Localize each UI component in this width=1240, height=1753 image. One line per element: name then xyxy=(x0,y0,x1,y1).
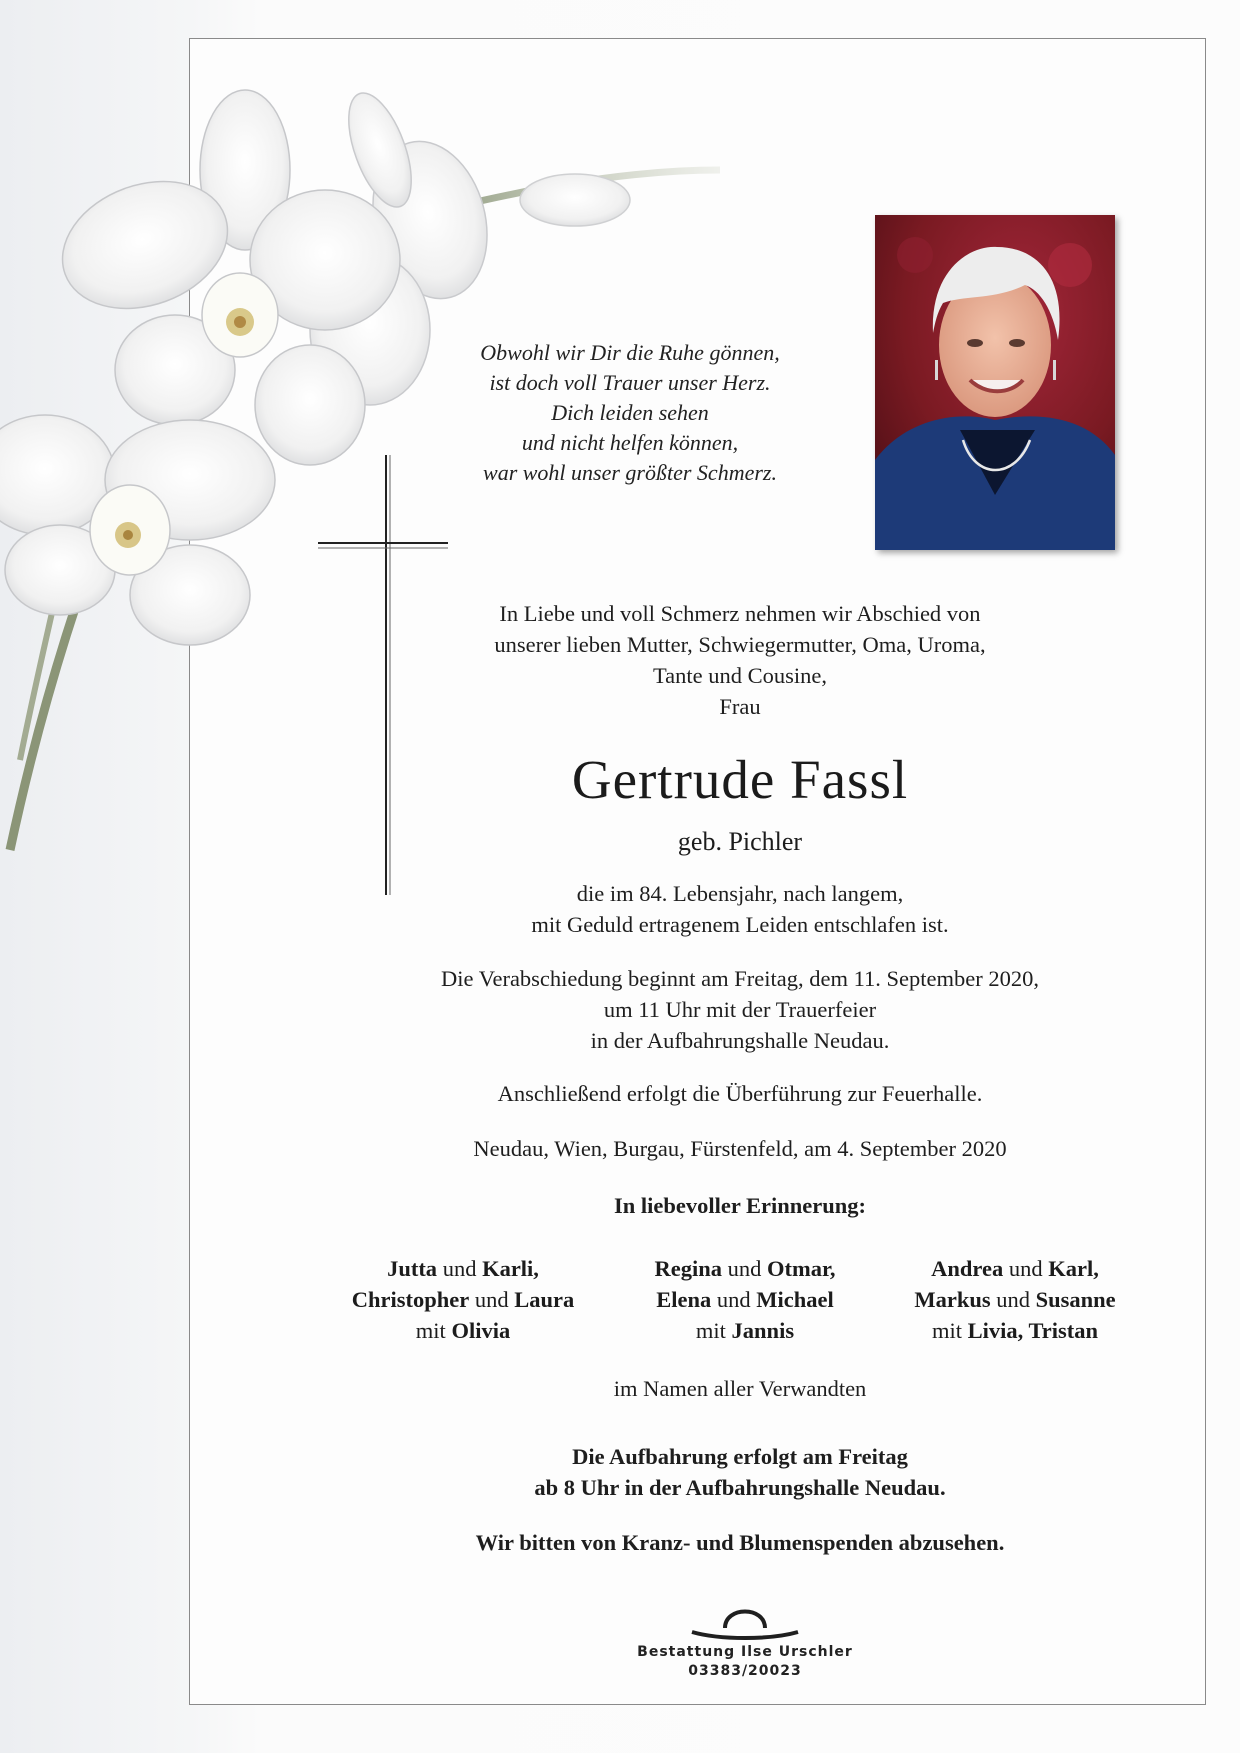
relatives-text: im Namen aller Verwandten xyxy=(613,1376,867,1401)
request-text: Wir bitten von Kranz- und Blumenspenden abzusehen. xyxy=(475,1530,1005,1555)
viewing-line: ab 8 Uhr in der Aufbahrungshalle Neudau. xyxy=(534,1475,946,1500)
family-line: Christopher und Laura xyxy=(351,1287,575,1312)
poem-line: war wohl unser größter Schmerz. xyxy=(483,460,777,485)
deceased-name: Gertrude Fassl xyxy=(571,749,909,810)
family-line: Regina und Otmar, xyxy=(654,1256,836,1281)
passing-text xyxy=(300,878,1180,940)
farewell-line: Die Verabschiedung beginnt am Freitag, dem 11. September 2020, xyxy=(441,966,1039,991)
poem-line: Dich leiden sehen xyxy=(551,400,709,425)
family-line: mit Jannis xyxy=(695,1318,795,1343)
transfer-text: Anschließend erfolgt die Überführung zur Feuerhalle. xyxy=(497,1081,983,1106)
poem-line: ist doch voll Trauer unser Herz. xyxy=(489,370,771,395)
family-line: Jutta und Karli, xyxy=(387,1256,539,1281)
poem xyxy=(400,338,860,488)
birth-name: geb. Pichler xyxy=(677,827,803,856)
family-column xyxy=(870,1253,1160,1346)
poem-line: und nicht helfen können, xyxy=(521,430,739,455)
intro-line: Tante und Cousine, xyxy=(652,663,828,688)
viewing-line: Die Aufbahrung erfolgt am Freitag xyxy=(572,1444,908,1469)
family-line: Andrea und Karl, xyxy=(931,1256,1099,1281)
poem-line: Obwohl wir Dir die Ruhe gönnen, xyxy=(480,340,780,365)
passing-line: die im 84. Lebensjahr, nach langem, xyxy=(576,881,904,906)
family-line: Markus und Susanne xyxy=(914,1287,1116,1312)
intro-line: Frau xyxy=(719,694,761,719)
funeral-home-name: Bestattung Ilse Urschler xyxy=(637,1644,853,1660)
family-column xyxy=(600,1253,890,1346)
portrait-photo xyxy=(875,215,1115,550)
remembrance-heading: In liebevoller Erinnerung: xyxy=(613,1193,867,1218)
intro-text xyxy=(300,598,1180,722)
family-line: Elena und Michael xyxy=(656,1287,834,1312)
family-column xyxy=(318,1253,608,1346)
viewing-text xyxy=(300,1441,1180,1503)
family-line: mit Livia, Tristan xyxy=(931,1318,1099,1343)
intro-line: In Liebe und voll Schmerz nehmen wir Abschied von xyxy=(499,601,981,626)
place-date: Neudau, Wien, Burgau, Fürstenfeld, am 4. September 2020 xyxy=(473,1136,1007,1161)
intro-line: unserer lieben Mutter, Schwiegermutter, Oma, Uroma, xyxy=(494,632,986,657)
farewell-line: um 11 Uhr mit der Trauerfeier xyxy=(603,997,877,1022)
family-line: mit Olivia xyxy=(415,1318,511,1343)
farewell-line: in der Aufbahrungshalle Neudau. xyxy=(590,1028,890,1053)
passing-line: mit Geduld ertragenem Leiden entschlafen ist. xyxy=(531,912,949,937)
funeral-home-phone: 03383/20023 xyxy=(688,1663,802,1679)
funeral-home-logo xyxy=(690,1598,800,1648)
farewell-text xyxy=(300,963,1180,1056)
